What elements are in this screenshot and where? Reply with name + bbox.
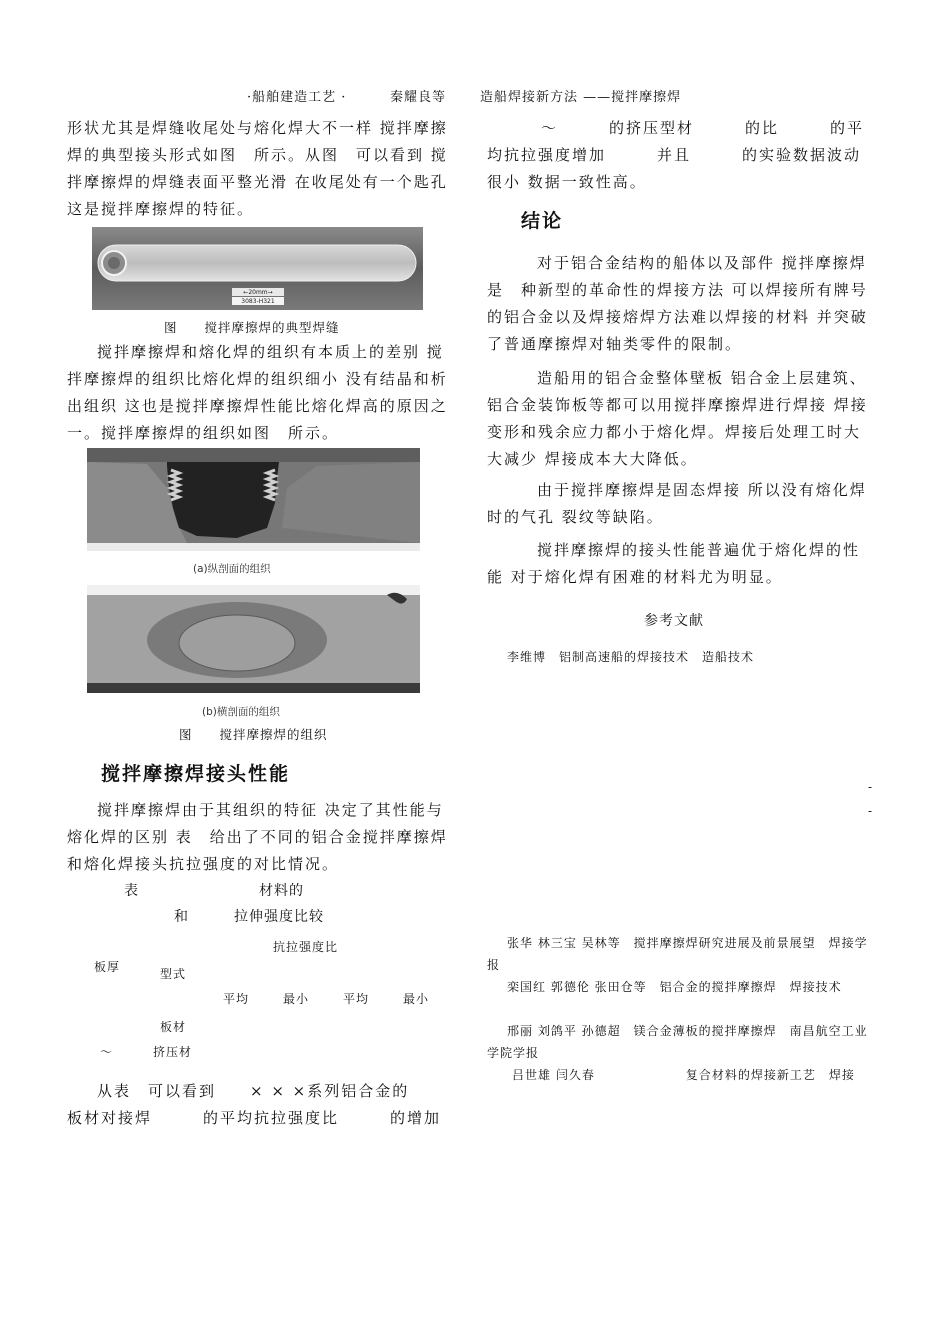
figure-2-caption: 图 搅拌摩擦焊的组织 — [179, 727, 328, 742]
paragraph-text: 搅拌摩擦焊的接头性能普遍优于熔化焊的性能 对于熔化焊有困难的材料尤为明显。 — [487, 541, 861, 586]
left-paragraph-2 — [67, 339, 452, 447]
transverse-section-photo — [87, 585, 420, 693]
paragraph-text: 造船用的铝合金整体壁板 铝合金上层建筑、铝合金装饰板等都可以用搅拌摩擦焊进行焊接 焊接变形和残余应力都小于熔化焊。焊接后处理工时大大减少 焊接成本大大降低。 — [487, 369, 868, 468]
table-header-minimum-2: 最小 — [403, 992, 430, 1006]
paragraph-text: ～ 的挤压型材 的比 的平均抗拉强度增加 并且 的实验数据波动很小 数据一致性高。 — [487, 119, 865, 191]
table-header-average-1: 平均 — [223, 992, 250, 1006]
header-section: ·船舶建造工艺 · — [247, 90, 347, 105]
left-paragraph-1 — [67, 115, 452, 223]
reference-4: 邢丽 刘鸽平 孙德超 镁合金薄板的搅拌摩擦焊 南昌航空工业学院学报 — [487, 1024, 868, 1060]
figure-2a-label: (a)纵剖面的组织 — [193, 563, 271, 575]
paragraph-text: 搅拌摩擦焊由于其组织的特征 决定了其性能与熔化焊的区别 表 给出了不同的铝合金搅拌摩擦焊和熔化焊接头抗拉强度的对比情况。 — [67, 801, 448, 873]
table-header-type: 型式 — [160, 967, 187, 981]
table-row-1-type: 板材 — [160, 1020, 187, 1034]
longitudinal-section-photo — [87, 448, 420, 551]
reference-5: 吕世雄 闫久春 复合材料的焊接新工艺 焊接 — [512, 1068, 855, 1082]
table-header-minimum-1: 最小 — [283, 992, 310, 1006]
table-row-2-type: 挤压材 — [153, 1045, 193, 1059]
conclusion-paragraph-2 — [487, 365, 872, 473]
paragraph-text: 形状尤其是焊缝收尾处与熔化焊大不一样 搅拌摩擦焊的典型接头形式如图 所示。从图 可以看到 搅拌摩擦焊的焊缝表面平整光滑 在收尾处有一个匙孔 这是搅拌摩擦焊的特征。 — [67, 119, 448, 218]
paragraph-line: 从表 可以看到 × × ×系列铝合金的 — [97, 1082, 410, 1100]
header-authors: 秦耀良等 — [390, 90, 447, 105]
longitudinal-section-image — [87, 448, 420, 551]
table-title-line-1: 表 材料的 — [124, 883, 304, 899]
conclusion-paragraph-4 — [487, 537, 872, 591]
dash-mark-1: - — [868, 780, 874, 794]
table-header-average-2: 平均 — [343, 992, 370, 1006]
table-row-2-thickness: ～ — [100, 1045, 114, 1059]
header-title: 造船焊接新方法 ——搅拌摩擦焊 — [480, 90, 682, 105]
right-paragraph-0 — [487, 115, 872, 196]
table-header-strength-ratio: 抗拉强度比 — [273, 940, 339, 954]
reference-3: 栾国红 郭德伦 张田仓等 铝合金的搅拌摩擦焊 焊接技术 — [507, 980, 842, 994]
section-heading-joint-properties: 搅拌摩擦焊接头性能 — [101, 763, 291, 785]
left-paragraph-3 — [67, 797, 452, 878]
left-paragraph-4 — [67, 1078, 452, 1132]
figure-1-caption: 图 搅拌摩擦焊的典型焊缝 — [164, 320, 340, 335]
table-title-line-2: 和 拉伸强度比较 — [174, 909, 324, 925]
paragraph-text: 由于搅拌摩擦焊是固态焊接 所以没有熔化焊时的气孔 裂纹等缺陷。 — [487, 481, 867, 526]
weld-seam-image — [92, 227, 423, 310]
figure-2b-label: (b)横剖面的组织 — [202, 706, 280, 718]
table-header-thickness: 板厚 — [94, 960, 121, 974]
section-heading-conclusion: 结论 — [521, 210, 564, 232]
dash-mark-2: - — [868, 804, 874, 818]
paragraph-text: 对于铝合金结构的船体以及部件 搅拌摩擦焊是 种新型的革命性的焊接方法 可以焊接所有牌号的铝合金以及焊接熔焊方法难以焊接的材料 并突破了普通摩擦焊对轴类零件的限制。 — [487, 254, 868, 353]
conclusion-paragraph-3 — [487, 477, 872, 531]
paragraph-text: 搅拌摩擦焊和熔化焊的组织有本质上的差别 搅拌摩擦焊的组织比熔化焊的组织细小 没有结晶和析出组织 这也是搅拌摩擦焊性能比熔化焊高的原因之一。搅拌摩擦焊的组织如图 所示。 — [67, 343, 448, 442]
transverse-section-image — [87, 585, 420, 693]
references-title: 参考文献 — [644, 613, 704, 629]
weld-seam-photo — [92, 227, 423, 310]
reference-2: 张华 林三宝 吴林等 搅拌摩擦焊研究进展及前景展望 焊接学报 — [487, 936, 868, 972]
reference-1: 李维博 铝制高速船的焊接技术 造船技术 — [507, 650, 755, 664]
sample-code-label: 3083-H321 — [241, 298, 275, 305]
scale-bar-label: ←20mm→ — [243, 289, 273, 296]
paragraph-line: 板材对接焊 的平均抗拉强度比 的增加 — [67, 1109, 442, 1127]
conclusion-paragraph-1 — [487, 250, 872, 358]
